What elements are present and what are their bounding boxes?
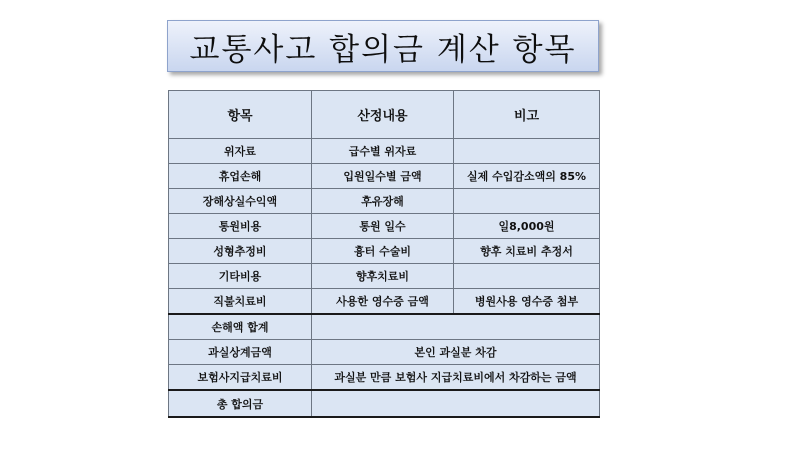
item-cell: 통원비용 [169, 214, 312, 239]
content-cell: 입원일수별 금액 [312, 164, 454, 189]
summary-item-cell: 총 합의금 [169, 390, 312, 417]
summary-row [169, 314, 600, 340]
summary-content-cell: 과실분 만큼 보험사 지급치료비에서 차감하는 금액 [312, 365, 600, 391]
content-cell: 후유장해 [312, 189, 454, 214]
summary-content-cell: 본인 과실분 차감 [312, 340, 600, 365]
note-cell [454, 189, 600, 214]
item-cell: 성형추정비 [169, 239, 312, 264]
table-row [169, 264, 600, 289]
table-header-row [169, 91, 600, 139]
note-cell: 일8,000원 [454, 214, 600, 239]
table-row [169, 289, 600, 315]
note-cell: 실제 수입감소액의 85% [454, 164, 600, 189]
content-cell: 흉터 수술비 [312, 239, 454, 264]
item-cell: 휴업손해 [169, 164, 312, 189]
item-cell: 위자료 [169, 139, 312, 164]
summary-content-cell [312, 390, 600, 417]
note-cell: 향후 치료비 추정서 [454, 239, 600, 264]
table-row [169, 189, 600, 214]
note-cell: 병원사용 영수증 첨부 [454, 289, 600, 315]
column-header-content: 산정내용 [312, 91, 454, 139]
content-cell: 향후치료비 [312, 264, 454, 289]
page-title: 교통사고 합의금 계산 항목 [189, 31, 577, 68]
title-banner [167, 20, 599, 72]
table-row [169, 139, 600, 164]
content-cell: 사용한 영수증 금액 [312, 289, 454, 315]
table-row [169, 214, 600, 239]
summary-item-cell: 과실상계금액 [169, 340, 312, 365]
summary-row [169, 340, 600, 365]
note-cell [454, 264, 600, 289]
summary-row [169, 390, 600, 417]
settlement-items-table [168, 90, 600, 418]
item-cell: 장해상실수익액 [169, 189, 312, 214]
note-cell [454, 139, 600, 164]
summary-content-cell [312, 314, 600, 340]
content-cell: 급수별 위자료 [312, 139, 454, 164]
table-row [169, 164, 600, 189]
column-header-item: 항목 [169, 91, 312, 139]
item-cell: 기타비용 [169, 264, 312, 289]
summary-item-cell: 손해액 합계 [169, 314, 312, 340]
item-cell: 직불치료비 [169, 289, 312, 315]
summary-row [169, 365, 600, 391]
summary-item-cell: 보험사지급치료비 [169, 365, 312, 391]
content-cell: 통원 일수 [312, 214, 454, 239]
table-row [169, 239, 600, 264]
column-header-note: 비고 [454, 91, 600, 139]
